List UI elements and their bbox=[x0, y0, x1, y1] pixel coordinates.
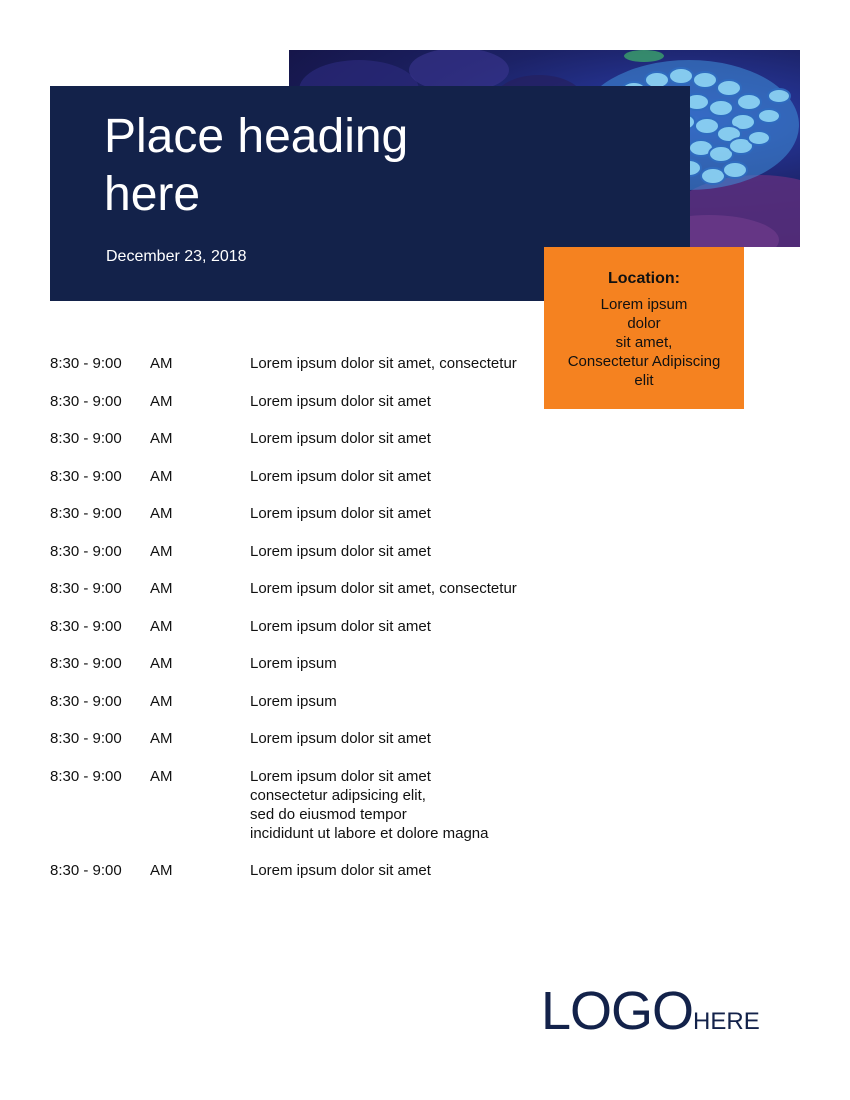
agenda-time: 8:30 - 9:00 bbox=[50, 430, 122, 447]
location-line: Consectetur Adipiscing bbox=[567, 353, 721, 370]
agenda-description: Lorem ipsum dolor sit amet bbox=[250, 467, 431, 485]
agenda-time: 8:30 - 9:00 bbox=[50, 730, 122, 747]
agenda-period: AM bbox=[150, 655, 173, 672]
agenda-time: 8:30 - 9:00 bbox=[50, 692, 122, 710]
agenda-description: Lorem ipsum dolor sit amet, consectetur bbox=[250, 580, 517, 597]
agenda-row bbox=[50, 861, 540, 899]
agenda-time: 8:30 - 9:00 bbox=[50, 392, 122, 410]
location-line: Lorem ipsum bbox=[600, 296, 688, 313]
agenda-row bbox=[50, 692, 540, 730]
agenda-period: AM bbox=[150, 730, 173, 747]
agenda-period: AM bbox=[150, 355, 173, 372]
agenda-list bbox=[50, 354, 540, 899]
location-address bbox=[544, 295, 744, 390]
agenda-description: Lorem ipsum dolor sit amet bbox=[250, 542, 431, 560]
agenda-row bbox=[50, 354, 540, 392]
page-heading: Place heading here bbox=[104, 110, 409, 221]
agenda-description: Lorem ipsum dolor sit amet bbox=[250, 862, 431, 879]
agenda-row bbox=[50, 542, 540, 580]
agenda-period: AM bbox=[150, 467, 173, 485]
location-line: sit amet, bbox=[615, 334, 673, 351]
agenda-period: AM bbox=[150, 580, 173, 597]
agenda-description: Lorem ipsum dolor sit amet bbox=[250, 730, 431, 747]
agenda-row bbox=[50, 767, 540, 862]
agenda-description: Lorem ipsum dolor sit amet consectetur adipsicing elit, sed do eiusmod tempor incididunt ut labore et dolore magna bbox=[250, 767, 489, 842]
agenda-description: Lorem ipsum dolor sit amet bbox=[250, 505, 431, 522]
agenda-time: 8:30 - 9:00 bbox=[50, 767, 122, 785]
agenda-description: Lorem ipsum dolor sit amet bbox=[250, 392, 431, 410]
agenda-time: 8:30 - 9:00 bbox=[50, 355, 122, 372]
agenda-time: 8:30 - 9:00 bbox=[50, 542, 122, 560]
agenda-period: AM bbox=[150, 505, 173, 522]
agenda-period: AM bbox=[150, 542, 173, 560]
agenda-time: 8:30 - 9:00 bbox=[50, 862, 122, 879]
agenda-description: Lorem ipsum dolor sit amet bbox=[250, 617, 431, 635]
agenda-time: 8:30 - 9:00 bbox=[50, 580, 122, 597]
agenda-row bbox=[50, 617, 540, 655]
agenda-period: AM bbox=[150, 692, 173, 710]
agenda-period: AM bbox=[150, 862, 173, 879]
logo-sub-text: HERE bbox=[693, 1008, 760, 1035]
location-line: dolor bbox=[627, 315, 661, 332]
agenda-time: 8:30 - 9:00 bbox=[50, 655, 122, 672]
agenda-row bbox=[50, 467, 540, 505]
agenda-description: Lorem ipsum bbox=[250, 655, 337, 672]
logo-main-text: LOGO bbox=[541, 981, 694, 1041]
agenda-time: 8:30 - 9:00 bbox=[50, 467, 122, 485]
agenda-row bbox=[50, 504, 540, 542]
agenda-description: Lorem ipsum bbox=[250, 692, 337, 710]
location-box bbox=[544, 247, 744, 409]
agenda-period: AM bbox=[150, 392, 173, 410]
event-date: December 23, 2018 bbox=[106, 248, 247, 265]
agenda-period: AM bbox=[150, 617, 173, 635]
location-title: Location: bbox=[608, 270, 680, 287]
agenda-time: 8:30 - 9:00 bbox=[50, 505, 122, 522]
agenda-row bbox=[50, 579, 540, 617]
logo bbox=[541, 980, 760, 1042]
agenda-description: Lorem ipsum dolor sit amet, consectetur bbox=[250, 355, 517, 372]
agenda-row bbox=[50, 654, 540, 692]
agenda-time: 8:30 - 9:00 bbox=[50, 617, 122, 635]
agenda-row bbox=[50, 729, 540, 767]
agenda-description: Lorem ipsum dolor sit amet bbox=[250, 430, 431, 447]
agenda-period: AM bbox=[150, 430, 173, 447]
agenda-row bbox=[50, 392, 540, 430]
agenda-row bbox=[50, 429, 540, 467]
agenda-period: AM bbox=[150, 767, 173, 785]
location-line: elit bbox=[634, 372, 654, 389]
